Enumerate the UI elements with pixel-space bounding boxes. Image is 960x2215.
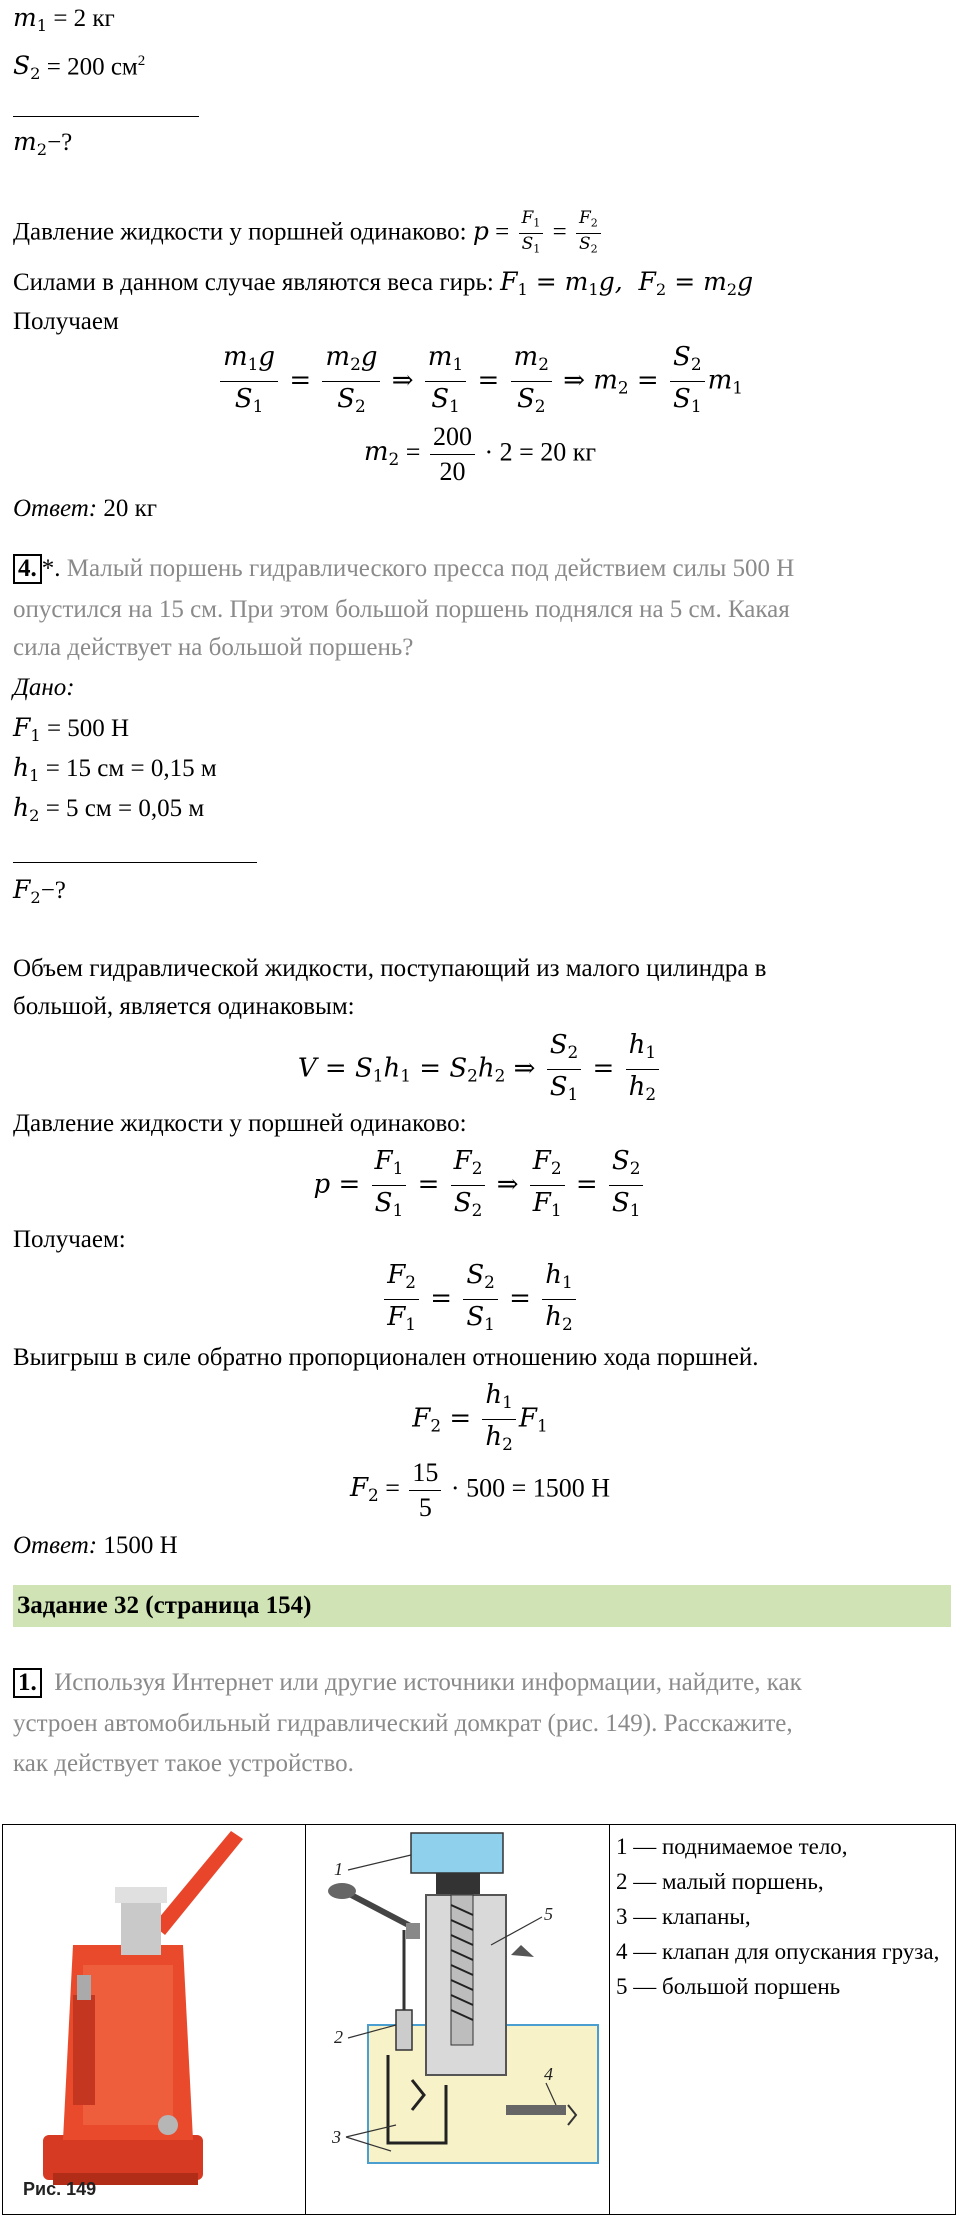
given-label: Дано:	[13, 674, 75, 701]
get-label-2: Получаем:	[13, 1226, 126, 1253]
hydraulic-jack-diagram	[306, 1825, 606, 2209]
jack-photo-cell	[3, 1825, 306, 2215]
figure-caption: Рис. 149	[23, 2179, 97, 2199]
legend-item: 3 — клапаны,	[616, 1904, 751, 1929]
answer-1: Ответ: 20 кг	[13, 495, 158, 522]
diagram-label-2: 2	[334, 2027, 343, 2047]
given-divider-2	[13, 862, 257, 863]
equation-f2-calc: $F_2$ = $\frac{15}{5}$ · 500 = 1500 Н	[349, 1458, 611, 1522]
forces-statement: Силами в данном случае являются веса гирь: $F_1 = m_1g$, $F_2 = m_2g$	[13, 267, 754, 299]
volume-line1: Объем гидравлической жидкости, поступающий из малого цилиндра в	[13, 955, 767, 982]
diagram-label-5: 5	[544, 1904, 553, 1924]
legend-item: 5 — большой поршень	[616, 1974, 841, 1999]
pressure-statement-2: Давление жидкости у поршней одинаково:	[13, 1110, 467, 1137]
legend-cell	[610, 1825, 956, 2215]
task4-line2: опустился на 15 см. При этом большой поршень поднялся на 5 см. Какая	[13, 596, 790, 623]
task1-number: 1.	[13, 1668, 42, 1698]
section-title: Задание 32 (страница 154)	[13, 1585, 951, 1627]
equation-volume: $V = S_1h_1 = S_2h_2$ ⇒ $\frac{S_2}{S_1}$ = $\frac{h_1}{h_2}$	[0, 1028, 960, 1111]
given-s2: $S_2 = 200$ $см^2$	[13, 51, 146, 84]
given-f1: $F_1 = 500$ Н	[13, 713, 130, 745]
figure-legend	[610, 1825, 955, 2004]
equation-m2-calc: $m_2$ = $\frac{200}{20}$ · 2 = 20 кг	[363, 422, 597, 486]
given-h2: $h_2 = 5$ см = 0,05 м	[13, 793, 205, 825]
task1-line1: 1. Используя Интернет или другие источники информации, найдите, как	[13, 1667, 802, 1699]
given-h1: $h_1 = 15$ см = 0,15 м	[13, 753, 217, 785]
pressure-statement: Давление жидкости у поршней одинаково: p = $\frac{F_1}{S_1}$ = $\frac{F_2}{S_2}$	[13, 208, 604, 260]
equation-ratio: $\frac{m_1g}{S_1}$ = $\frac{m_2g}{S_2}$ ⇒ $\frac{m_1}{S_1}$ = $\frac{m_2}{S_2}$ ⇒ $m_2$ = $\frac{S_2}{S_1}$ $m_1$	[0, 340, 960, 423]
get-label: Получаем	[13, 308, 119, 335]
find-f2: $F_2-$?	[13, 875, 66, 907]
figure-table	[2, 1824, 956, 2215]
task4-line3: сила действует на большой поршень?	[13, 634, 414, 661]
legend-item: 2 — малый поршень,	[616, 1869, 824, 1894]
legend-item: 4 — клапан для опускания груза,	[616, 1939, 940, 1964]
task1-line3: как действует такое устройство.	[13, 1750, 354, 1777]
diagram-label-4: 4	[544, 2064, 553, 2084]
gain-statement: Выигрыш в силе обратно пропорционален отношению хода поршней.	[13, 1344, 759, 1371]
task4-line1: 4. *. Малый поршень гидравлического пресса под действием силы 500 Н	[13, 553, 794, 585]
equation-pressure: p = $\frac{F_1}{S_1}$ = $\frac{F_2}{S_2}$ ⇒ $\frac{F_2}{F_1}$ = $\frac{S_2}{S_1}$	[0, 1144, 960, 1227]
answer-2: Ответ: 1500 Н	[13, 1532, 178, 1559]
diagram-label-1: 1	[334, 1859, 343, 1879]
given-m1: $m_1 = 2$ кг	[13, 3, 115, 35]
hydraulic-jack-image	[3, 1825, 303, 2209]
jack-diagram-cell	[306, 1825, 610, 2215]
legend-item: 1 — поднимаемое тело,	[616, 1834, 848, 1859]
task1-line2: устроен автомобильный гидравлический домкрат (рис. 149). Расскажите,	[13, 1710, 793, 1737]
find-m2: $m_2-$?	[13, 127, 73, 159]
task4-number: 4.	[13, 554, 42, 584]
given-divider	[13, 116, 199, 117]
equation-f2: $F_2$ = $\frac{h_1}{h_2}$ $F_1$	[412, 1380, 548, 1455]
diagram-label-3: 3	[332, 2127, 341, 2147]
volume-line2: большой, является одинаковым:	[13, 993, 355, 1020]
equation-ratio-2: $\frac{F_2}{F_1}$ = $\frac{S_2}{S_1}$ = $\frac{h_1}{h_2}$	[0, 1258, 960, 1341]
